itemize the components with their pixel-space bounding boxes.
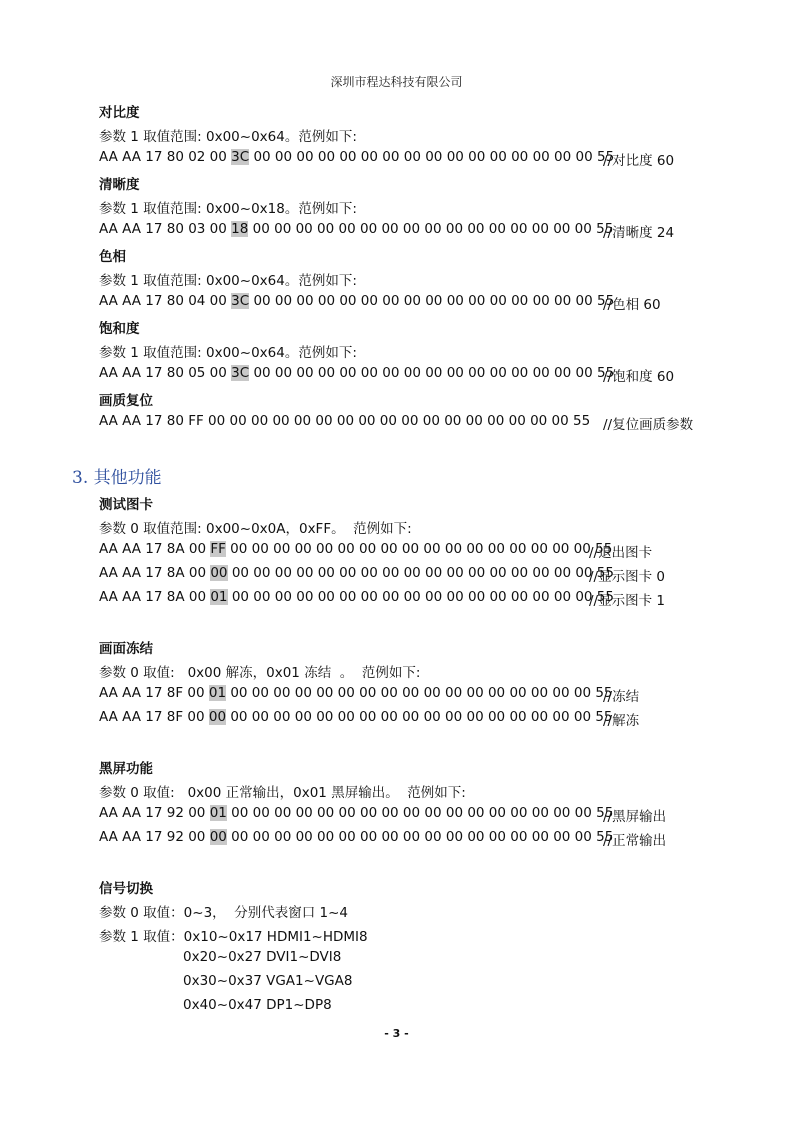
sharpness-desc: 参数 1 取值范围: 0x00~0x18。范例如下: xyxy=(99,201,357,217)
signal-range-dvi: 0x20~0x27 DVI1~DVI8 xyxy=(183,949,342,965)
sharpness-command xyxy=(99,221,613,237)
blackscreen-heading: 黑屏功能 xyxy=(99,761,153,777)
freeze-comment: //冻结 xyxy=(603,689,640,705)
cmd-prefix: AA AA 17 80 05 00 xyxy=(99,365,232,381)
hue-heading: 色相 xyxy=(99,249,126,265)
cmd-prefix: AA AA 17 80 04 00 xyxy=(99,293,232,309)
freeze-command xyxy=(99,685,613,701)
reset-heading: 画质复位 xyxy=(99,393,153,409)
cmd-suffix: 00 00 00 00 00 00 00 00 00 00 00 00 00 00 00 00 00 55 xyxy=(226,685,613,701)
contrast-command xyxy=(99,149,614,165)
contrast-desc: 参数 1 取值范围: 0x00~0x64。范例如下: xyxy=(99,129,357,145)
contrast-heading: 对比度 xyxy=(99,105,140,121)
freeze-command xyxy=(99,709,613,725)
signal-range-dp: 0x40~0x47 DP1~DP8 xyxy=(183,997,332,1013)
cmd-highlight: 00 xyxy=(208,709,227,725)
testcard-comment: //退出图卡 xyxy=(589,545,653,561)
testcard-command xyxy=(99,541,612,557)
blackscreen-command xyxy=(99,829,613,845)
contrast-comment: //对比度 60 xyxy=(603,153,675,169)
signal-range-vga: 0x30~0x37 VGA1~VGA8 xyxy=(183,973,353,989)
testcard-command xyxy=(99,565,614,581)
cmd-suffix: 00 00 00 00 00 00 00 00 00 00 00 00 00 00 00 00 55 xyxy=(249,293,615,309)
cmd-suffix: 00 00 00 00 00 00 00 00 00 00 00 00 00 00 00 00 00 55 xyxy=(227,589,614,605)
testcard-comment: //显示图卡 0 xyxy=(589,569,665,585)
hue-desc: 参数 1 取值范围: 0x00~0x64。范例如下: xyxy=(99,273,357,289)
cmd-highlight: 00 xyxy=(210,565,228,581)
signal-heading: 信号切换 xyxy=(99,881,153,897)
testcard-command xyxy=(99,589,614,605)
saturation-desc: 参数 1 取值范围: 0x00~0x64。范例如下: xyxy=(99,345,357,361)
cmd-suffix: 00 00 00 00 00 00 00 00 00 00 00 00 00 00 00 00 00 55 xyxy=(226,709,613,725)
saturation-command xyxy=(99,365,614,381)
cmd-highlight: 01 xyxy=(210,589,228,605)
signal-param0: 参数 0 取值：0~3， 分别代表窗口 1~4 xyxy=(99,905,349,921)
cmd-suffix: 00 00 00 00 00 00 00 00 00 00 00 00 00 00 00 00 55 xyxy=(249,149,615,165)
freeze-heading: 画面冻结 xyxy=(99,641,153,657)
cmd-prefix: AA AA 17 8A 00 xyxy=(99,565,211,581)
cmd-suffix: 00 00 00 00 00 00 00 00 00 00 00 00 00 00 00 00 55 xyxy=(248,221,614,237)
freeze-desc: 参数 0 取值: 0x00 解冻，0x01 冻结 。 范例如下: xyxy=(99,665,421,681)
saturation-comment: //饱和度 60 xyxy=(603,369,675,385)
cmd-suffix: 00 00 00 00 00 00 00 00 00 00 00 00 00 00 00 00 00 55 xyxy=(225,541,613,557)
blackscreen-command xyxy=(99,805,613,821)
cmd-highlight: 3C xyxy=(231,293,250,309)
cmd-prefix: AA AA 17 80 03 00 xyxy=(99,221,232,237)
page-header: 深圳市程达科技有限公司 xyxy=(330,75,463,89)
cmd-prefix: AA AA 17 92 00 xyxy=(99,805,210,821)
cmd-highlight: 18 xyxy=(231,221,249,237)
testcard-desc: 参数 0 取值范围: 0x00~0x0A，0xFF。 范例如下: xyxy=(99,521,412,537)
cmd-suffix: 00 00 00 00 00 00 00 00 00 00 00 00 00 00 00 00 00 55 xyxy=(226,805,614,821)
signal-param1: 参数 1 取值：0x10~0x17 HDMI1~HDMI8 xyxy=(99,929,368,945)
cmd-suffix: 00 00 00 00 00 00 00 00 00 00 00 00 00 00 00 00 55 xyxy=(249,365,615,381)
cmd-highlight: 00 xyxy=(209,829,227,845)
cmd-prefix: AA AA 17 8F 00 xyxy=(99,709,209,725)
blackscreen-comment: //黑屏输出 xyxy=(603,809,667,825)
reset-comment: //复位画质参数 xyxy=(603,417,694,433)
blackscreen-desc: 参数 0 取值: 0x00 正常输出，0x01 黑屏输出。 范例如下: xyxy=(99,785,466,801)
testcard-comment: //显示图卡 1 xyxy=(589,593,665,609)
sharpness-heading: 清晰度 xyxy=(99,177,140,193)
testcard-heading: 测试图卡 xyxy=(99,497,153,513)
freeze-comment: //解冻 xyxy=(603,713,640,729)
cmd-suffix: 00 00 00 00 00 00 00 00 00 00 00 00 00 00 00 00 00 55 xyxy=(226,829,614,845)
cmd-suffix: 00 00 00 00 00 00 00 00 00 00 00 00 00 00 00 00 00 55 xyxy=(227,565,614,581)
cmd-prefix: AA AA 17 8F 00 xyxy=(99,685,209,701)
hue-command xyxy=(99,293,614,309)
saturation-heading: 饱和度 xyxy=(99,321,140,337)
hue-comment: //色相 60 xyxy=(603,297,661,313)
cmd-prefix: AA AA 17 80 02 00 xyxy=(99,149,232,165)
reset-command: AA AA 17 80 FF 00 00 00 00 00 00 00 00 00 00 00 00 00 00 00 00 00 55 xyxy=(99,413,591,429)
cmd-prefix: AA AA 17 8A 00 xyxy=(99,589,211,605)
cmd-highlight: 3C xyxy=(231,365,250,381)
cmd-highlight: FF xyxy=(210,541,226,557)
section-title: 3. 其他功能 xyxy=(72,468,162,488)
cmd-prefix: AA AA 17 8A 00 xyxy=(99,541,211,557)
cmd-highlight: 01 xyxy=(209,805,227,821)
cmd-prefix: AA AA 17 92 00 xyxy=(99,829,210,845)
cmd-highlight: 01 xyxy=(208,685,227,701)
sharpness-comment: //清晰度 24 xyxy=(603,225,675,241)
blackscreen-comment: //正常输出 xyxy=(603,833,667,849)
cmd-highlight: 3C xyxy=(231,149,250,165)
page-number: - 3 - xyxy=(384,1027,409,1040)
